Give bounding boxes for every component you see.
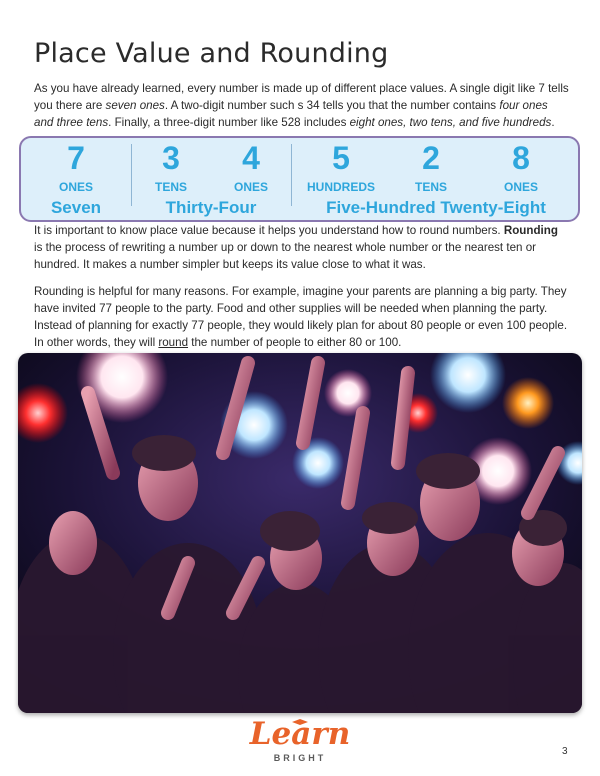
- rounding-paragraph: [34, 222, 569, 273]
- paragraph-text: It is important to know place value because it helps you understand how to round numbers.: [34, 224, 504, 237]
- page-title: Place Value and Rounding: [34, 38, 389, 69]
- place-value-cell: [481, 140, 561, 195]
- intro-paragraph: [34, 80, 569, 131]
- number-word: Thirty-Four: [165, 198, 257, 217]
- intro-text: . A two-digit number such s 34 tells you that the number contains: [164, 99, 500, 112]
- place-value-group-seven: [21, 138, 131, 220]
- place-label: ONES: [58, 180, 93, 194]
- logo-word: Learn: [249, 716, 351, 752]
- place-value-group-five-hundred-twenty-eight: [291, 138, 581, 220]
- logo-subtitle: BRIGHT: [273, 753, 327, 763]
- place-value-cell: [131, 140, 211, 195]
- party-photo: [18, 353, 582, 713]
- intro-emphasis: seven ones: [105, 99, 165, 112]
- place-value-cell: [211, 140, 291, 195]
- place-value-cell: [391, 140, 471, 195]
- page-number: 3: [562, 746, 568, 757]
- intro-text: As you have already learned, every number is made up of different place values. A single digit like 7 tells you there are: [34, 82, 569, 112]
- number-word: Five-Hundred Twenty-Eight: [326, 198, 546, 217]
- place-label: ONES: [503, 180, 538, 194]
- learn-bright-logo: [240, 716, 360, 772]
- place-label: TENS: [154, 180, 187, 194]
- intro-text: .: [551, 116, 555, 129]
- paragraph-text: is the process of rewriting a number up or down to the nearest whole number or the nearest ten or hundred. It makes a number simpler but keeps its value close to what it was.: [34, 241, 537, 271]
- digit: 3: [162, 140, 180, 176]
- paragraph-text: Rounding is helpful for many reasons. For example, imagine your parents are planning a big party. They have invited 77 people to the party. Food and other supplies will be needed when planning the party. Instead of planning for exactly 77 people, they would likely plan for about 80 people or even 100 people. In other words, they will: [34, 285, 568, 349]
- rounding-term: Rounding: [503, 224, 558, 237]
- place-value-group-thirty-four: [131, 138, 291, 220]
- place-value-box: [19, 136, 580, 222]
- place-value-cell: [301, 140, 381, 195]
- digit: 4: [242, 140, 260, 176]
- intro-emphasis: eight ones, two tens, and five hundreds: [349, 116, 552, 129]
- paragraph-text: the number of people to either 80 or 100.: [188, 336, 402, 349]
- round-underlined: round: [158, 336, 189, 349]
- party-paragraph: [34, 283, 569, 351]
- digit: 5: [332, 140, 350, 176]
- digit: 8: [512, 140, 530, 176]
- place-label: ONES: [233, 180, 268, 194]
- party-crowd-illustration: [18, 353, 582, 713]
- digit: 7: [67, 140, 85, 176]
- place-label: TENS: [414, 180, 447, 194]
- intro-text: . Finally, a three-digit number like 528 includes: [108, 116, 350, 129]
- number-word: Seven: [50, 198, 102, 217]
- intro-emphasis: four ones and three tens: [34, 99, 548, 129]
- place-label: HUNDREDS: [306, 180, 375, 194]
- digit: 2: [422, 140, 440, 176]
- place-value-cell: [36, 140, 116, 195]
